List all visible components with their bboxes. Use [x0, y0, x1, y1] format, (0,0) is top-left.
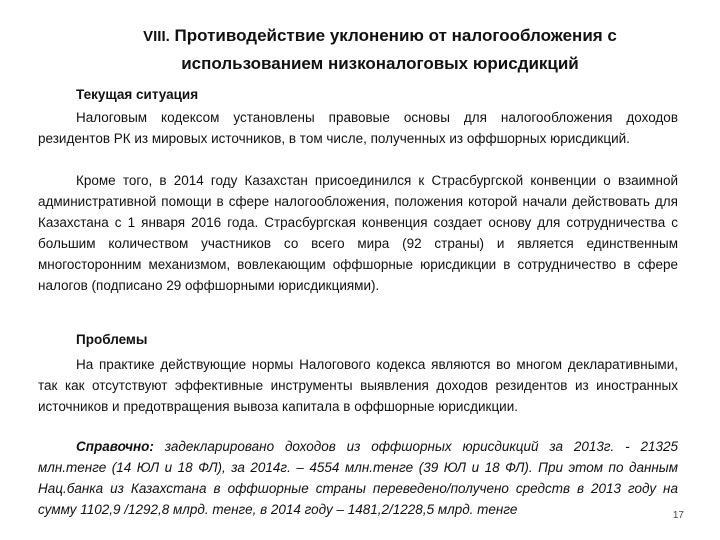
reference-note: [38, 436, 678, 520]
reference-text: задекларировано доходов из оффшорных юрисдикций за 2013г. - 21325 млн.тенге (14 ЮЛ и 18 ФЛ), за 2014г. – 4554 млн.тенге (39 ЮЛ и 18 ФЛ). При этом по данным Нац.банка из Казахстана в оффшорные страны переведено/получено средств в 2013 году на сумму 1102,9 /1292,8 млрд. тенге, в 2014 году – 1481,2/1228,5 млрд. тенге: [38, 439, 678, 517]
title-line-2: использованием низконалоговых юрисдикций: [181, 54, 579, 73]
current-situation-heading: Текущая ситуация: [76, 87, 199, 102]
title-line-1: VIII. Противодействие уклонению от налогообложения с: [143, 26, 617, 45]
current-paragraph-1: Налоговым кодексом установлены правовые основы для налогообложения доходов резидентов РК из мировых источников, в том числе, полученных из оффшорных юрисдикций.: [38, 110, 678, 146]
reference-label: Справочно:: [76, 439, 154, 454]
current-paragraph-2: Кроме того, в 2014 году Казахстан присоединился к Страсбургской конвенции о взаимной административной помощи в сфере налогообложения, положения которой начали действовать для Казахстана с 1 января 2016 года. Страсбургская конвенция создает основу для сотрудничества с большим количеством участников со всего мира (92 страны) и является единственным многосторонним механизмом, вовлекающим оффшорные юрисдикции в сотрудничество в сфере налогов (подписано 29 оффшорными юрисдикциями).: [38, 173, 678, 293]
page-number: 17: [672, 510, 684, 521]
section-number: VIII.: [143, 28, 170, 45]
problems-heading: Проблемы: [76, 332, 148, 347]
page-title: [60, 22, 700, 77]
problems-paragraph: На практике действующие нормы Налогового кодекса являются во многом декларативными, так как отсутствуют эффективные инструменты выявления доходов резидентов из иностранных источников и предотвращения вывоза капитала в оффшорные юрисдикции.: [38, 357, 678, 414]
